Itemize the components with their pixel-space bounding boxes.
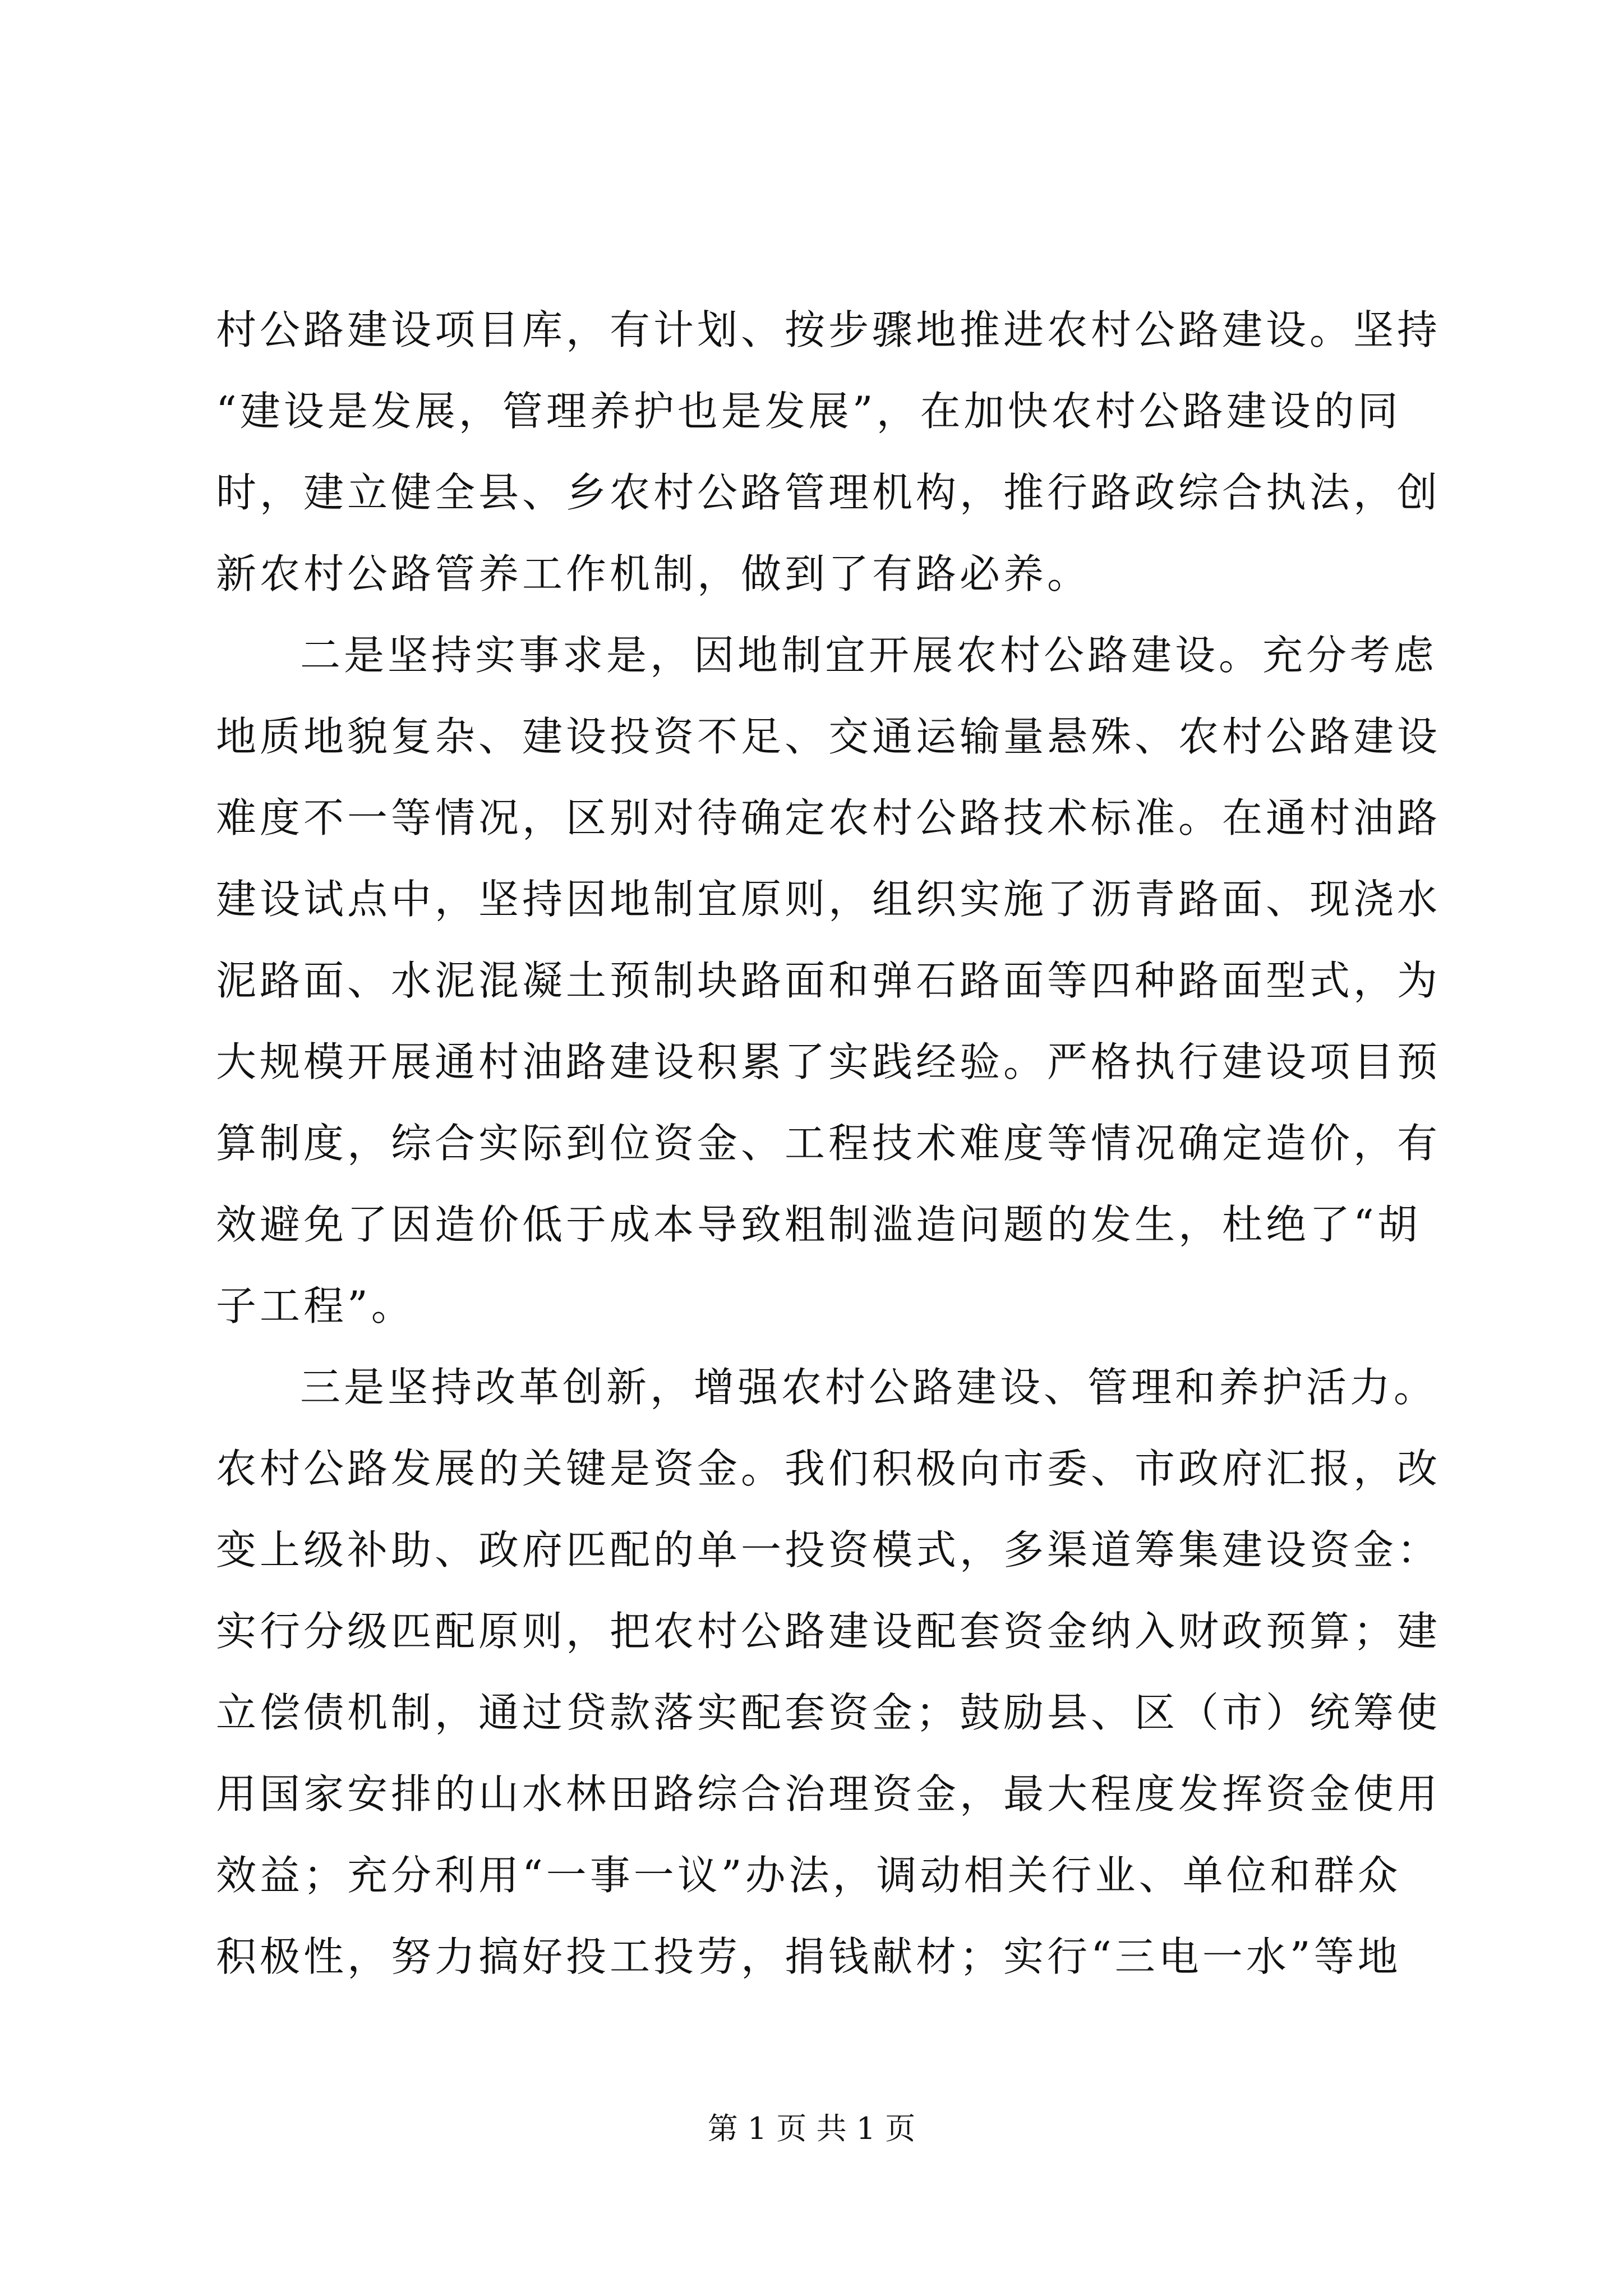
text-line: 难度不一等情况，区别对待确定农村公路技术标准。在通村油路	[216, 794, 1441, 841]
text-line: 时，建立健全县、乡农村公路管理机构，推行路政综合执法，创	[216, 469, 1441, 516]
paragraph-first-line: 三是坚持改革创新，增强农村公路建设、管理和养护活力。	[300, 1364, 1438, 1411]
text-line: 新农村公路管养工作机制，做到了有路必养。	[216, 550, 1091, 597]
text-line: 村公路建设项目库，有计划、按步骤地推进农村公路建设。坚持	[216, 306, 1441, 353]
text-line: 立偿债机制，通过贷款落实配套资金；鼓励县、区（市）统筹使	[216, 1689, 1441, 1736]
text-line: “建设是发展，管理养护也是发展”，在加快农村公路建设的同	[216, 388, 1401, 435]
text-line: 地质地貌复杂、建设投资不足、交通运输量悬殊、农村公路建设	[216, 713, 1441, 760]
text-line: 算制度，综合实际到位资金、工程技术难度等情况确定造价，有	[216, 1120, 1441, 1167]
page-footer: 第 1 页 共 1 页	[707, 2111, 916, 2146]
text-line: 变上级补助、政府匹配的单一投资模式，多渠道筹集建设资金：	[216, 1526, 1441, 1573]
text-line: 农村公路发展的关键是资金。我们积极向市委、市政府汇报，改	[216, 1445, 1441, 1492]
text-line: 泥路面、水泥混凝土预制块路面和弹石路面等四种路面型式，为	[216, 957, 1441, 1004]
text-line: 建设试点中，坚持因地制宜原则，组织实施了沥青路面、现浇水	[216, 876, 1441, 923]
text-line: 子工程”。	[216, 1282, 415, 1329]
text-line: 效避免了因造价低于成本导致粗制滥造问题的发生，杜绝了“胡	[216, 1201, 1421, 1248]
text-line: 积极性，努力搞好投工投劳，捐钱献材；实行“三电一水”等地	[216, 1933, 1401, 1980]
text-line: 效益；充分利用“一事一议”办法，调动相关行业、单位和群众	[216, 1852, 1401, 1899]
text-line: 用国家安排的山水林田路综合治理资金，最大程度发挥资金使用	[216, 1770, 1441, 1818]
text-line: 实行分级匹配原则，把农村公路建设配套资金纳入财政预算；建	[216, 1608, 1441, 1655]
text-line: 大规模开展通村油路建设积累了实践经验。严格执行建设项目预	[216, 1038, 1441, 1085]
paragraph-first-line: 二是坚持实事求是，因地制宜开展农村公路建设。充分考虑	[300, 632, 1438, 679]
